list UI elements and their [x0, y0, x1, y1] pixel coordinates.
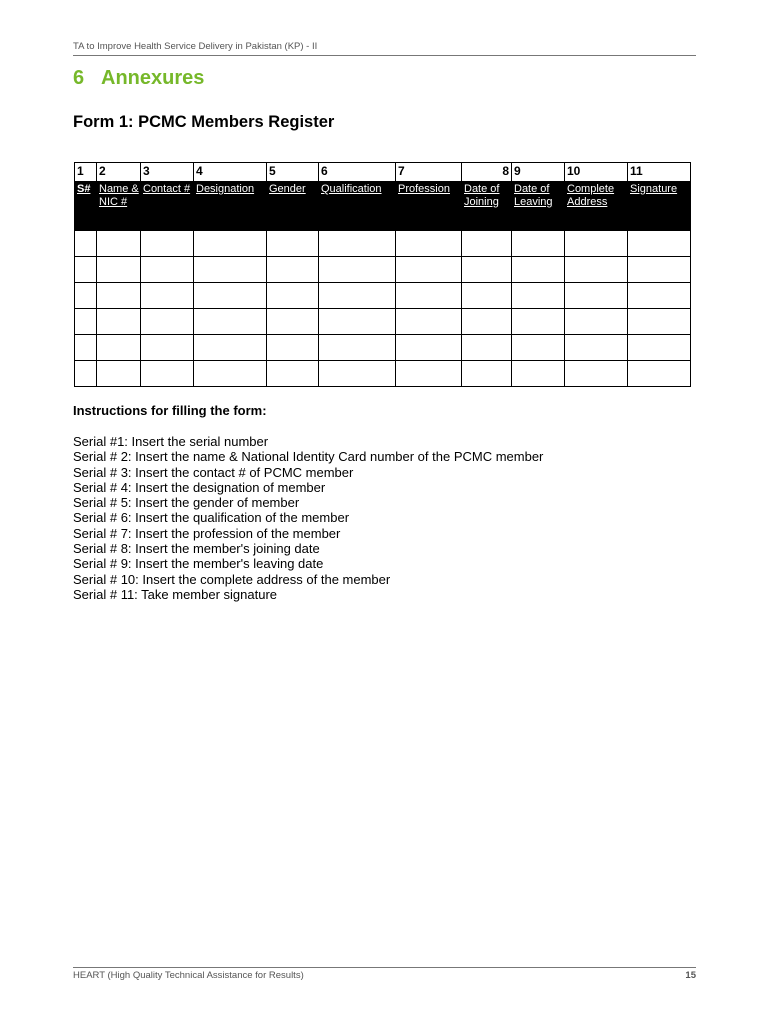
table-cell[interactable] — [194, 309, 267, 335]
instructions-list — [73, 434, 543, 602]
table-cell[interactable] — [462, 335, 512, 361]
table-cell[interactable] — [319, 309, 396, 335]
table-row — [75, 257, 691, 283]
section-title: Annexures — [101, 67, 205, 89]
table-cell[interactable] — [462, 231, 512, 257]
column-header: Name & NIC # — [97, 182, 141, 231]
table-cell[interactable] — [194, 257, 267, 283]
table-cell[interactable] — [396, 283, 462, 309]
table-row — [75, 231, 691, 257]
column-header: Date of Leaving — [512, 182, 565, 231]
table-row — [75, 283, 691, 309]
column-header: Complete Address — [565, 182, 628, 231]
instruction-item: Serial #1: Insert the serial number — [73, 434, 269, 449]
column-header: Qualification — [319, 182, 396, 231]
column-header: Gender — [267, 182, 319, 231]
table-cell[interactable] — [628, 309, 691, 335]
table-cell[interactable] — [194, 361, 267, 387]
table-cell[interactable] — [267, 231, 319, 257]
table-cell[interactable] — [141, 231, 194, 257]
table-cell[interactable] — [194, 335, 267, 361]
instruction-item: Serial # 11: Take member signature — [73, 586, 278, 602]
table-cell[interactable] — [462, 361, 512, 387]
column-header: Designation — [194, 182, 267, 231]
table-cell[interactable] — [462, 257, 512, 283]
table-cell[interactable] — [396, 335, 462, 361]
table-cell[interactable] — [396, 231, 462, 257]
table-cell[interactable] — [97, 231, 141, 257]
column-number: 5 — [267, 163, 319, 182]
table-cell[interactable] — [267, 361, 319, 387]
form-title: Form 1: PCMC Members Register — [73, 113, 335, 131]
table-cell[interactable] — [628, 231, 691, 257]
column-number: 9 — [512, 163, 565, 182]
table-cell[interactable] — [319, 231, 396, 257]
instruction-item: Serial # 4: Insert the designation of member — [73, 479, 326, 495]
table-cell[interactable] — [512, 257, 565, 283]
table-cell[interactable] — [75, 231, 97, 257]
table-cell[interactable] — [267, 309, 319, 335]
members-register-table — [74, 162, 691, 387]
table-cell[interactable] — [565, 231, 628, 257]
footer-text: HEART (High Quality Technical Assistance for Results) — [73, 970, 304, 981]
table-cell[interactable] — [97, 257, 141, 283]
instruction-item: Serial # 10: Insert the complete address of the member — [73, 571, 391, 587]
table-cell[interactable] — [628, 283, 691, 309]
table-cell[interactable] — [396, 257, 462, 283]
table-cell[interactable] — [628, 335, 691, 361]
table-cell[interactable] — [141, 309, 194, 335]
table-cell[interactable] — [396, 361, 462, 387]
instructions-title: Instructions for filling the form: — [73, 403, 267, 418]
table-cell[interactable] — [628, 361, 691, 387]
table-cell[interactable] — [565, 361, 628, 387]
table-cell[interactable] — [512, 283, 565, 309]
table-cell[interactable] — [75, 283, 97, 309]
instruction-item: Serial # 2: Insert the name & National Identity Card number of the PCMC member — [73, 449, 544, 465]
table-cell[interactable] — [512, 231, 565, 257]
column-header: Date of Joining — [462, 182, 512, 231]
table-row — [75, 309, 691, 335]
table-cell[interactable] — [512, 335, 565, 361]
table-cell[interactable] — [396, 309, 462, 335]
table-cell[interactable] — [97, 283, 141, 309]
table-cell[interactable] — [194, 283, 267, 309]
instruction-item: Serial # 7: Insert the profession of the member — [73, 525, 341, 541]
table-cell[interactable] — [512, 361, 565, 387]
column-number: 11 — [628, 163, 691, 182]
column-header: Contact # — [141, 182, 194, 231]
table-cell[interactable] — [267, 283, 319, 309]
table-cell[interactable] — [565, 335, 628, 361]
table-cell[interactable] — [141, 283, 194, 309]
column-number-row — [75, 163, 691, 182]
column-number: 6 — [319, 163, 396, 182]
table-row — [75, 335, 691, 361]
table-cell[interactable] — [319, 283, 396, 309]
column-number: 3 — [141, 163, 194, 182]
table-cell[interactable] — [319, 335, 396, 361]
instruction-item: Serial # 6: Insert the qualification of the member — [73, 510, 350, 526]
table-cell[interactable] — [565, 309, 628, 335]
instruction-item: Serial # 8: Insert the member's joining date — [73, 541, 320, 557]
table-cell[interactable] — [75, 361, 97, 387]
column-number: 1 — [75, 163, 97, 182]
column-number: 2 — [97, 163, 141, 182]
section-number: 6 — [73, 67, 85, 89]
column-header: Signature — [628, 182, 691, 231]
table-row — [75, 361, 691, 387]
table-cell[interactable] — [628, 257, 691, 283]
table-cell[interactable] — [319, 361, 396, 387]
instruction-item: Serial # 3: Insert the contact # of PCMC member — [73, 464, 354, 480]
table-cell[interactable] — [462, 283, 512, 309]
table-cell[interactable] — [141, 335, 194, 361]
running-footer — [73, 967, 696, 981]
table-cell[interactable] — [512, 309, 565, 335]
table-cell[interactable] — [97, 309, 141, 335]
table-cell[interactable] — [267, 335, 319, 361]
column-header-row — [75, 182, 691, 231]
table-cell[interactable] — [141, 257, 194, 283]
table-cell[interactable] — [267, 257, 319, 283]
column-number: 4 — [194, 163, 267, 182]
table-cell[interactable] — [75, 309, 97, 335]
section-heading — [73, 67, 204, 90]
table-cell[interactable] — [565, 257, 628, 283]
table-cell[interactable] — [97, 335, 141, 361]
column-header: S# — [75, 182, 97, 231]
column-number: 7 — [396, 163, 462, 182]
column-number: 8 — [462, 163, 512, 182]
table-cell[interactable] — [565, 283, 628, 309]
table-cell[interactable] — [462, 309, 512, 335]
table-cell[interactable] — [97, 361, 141, 387]
table-cell[interactable] — [75, 335, 97, 361]
column-number: 10 — [565, 163, 628, 182]
table-cell[interactable] — [75, 257, 97, 283]
column-header: Profession — [396, 182, 462, 231]
table-cell[interactable] — [141, 361, 194, 387]
running-header: TA to Improve Health Service Delivery in Pakistan (KP) - II — [73, 41, 696, 56]
table-cell[interactable] — [319, 257, 396, 283]
instruction-item: Serial # 5: Insert the gender of member — [73, 495, 300, 511]
instruction-item: Serial # 9: Insert the member's leaving date — [73, 556, 324, 572]
page-number: 15 — [685, 970, 696, 981]
table-cell[interactable] — [194, 231, 267, 257]
